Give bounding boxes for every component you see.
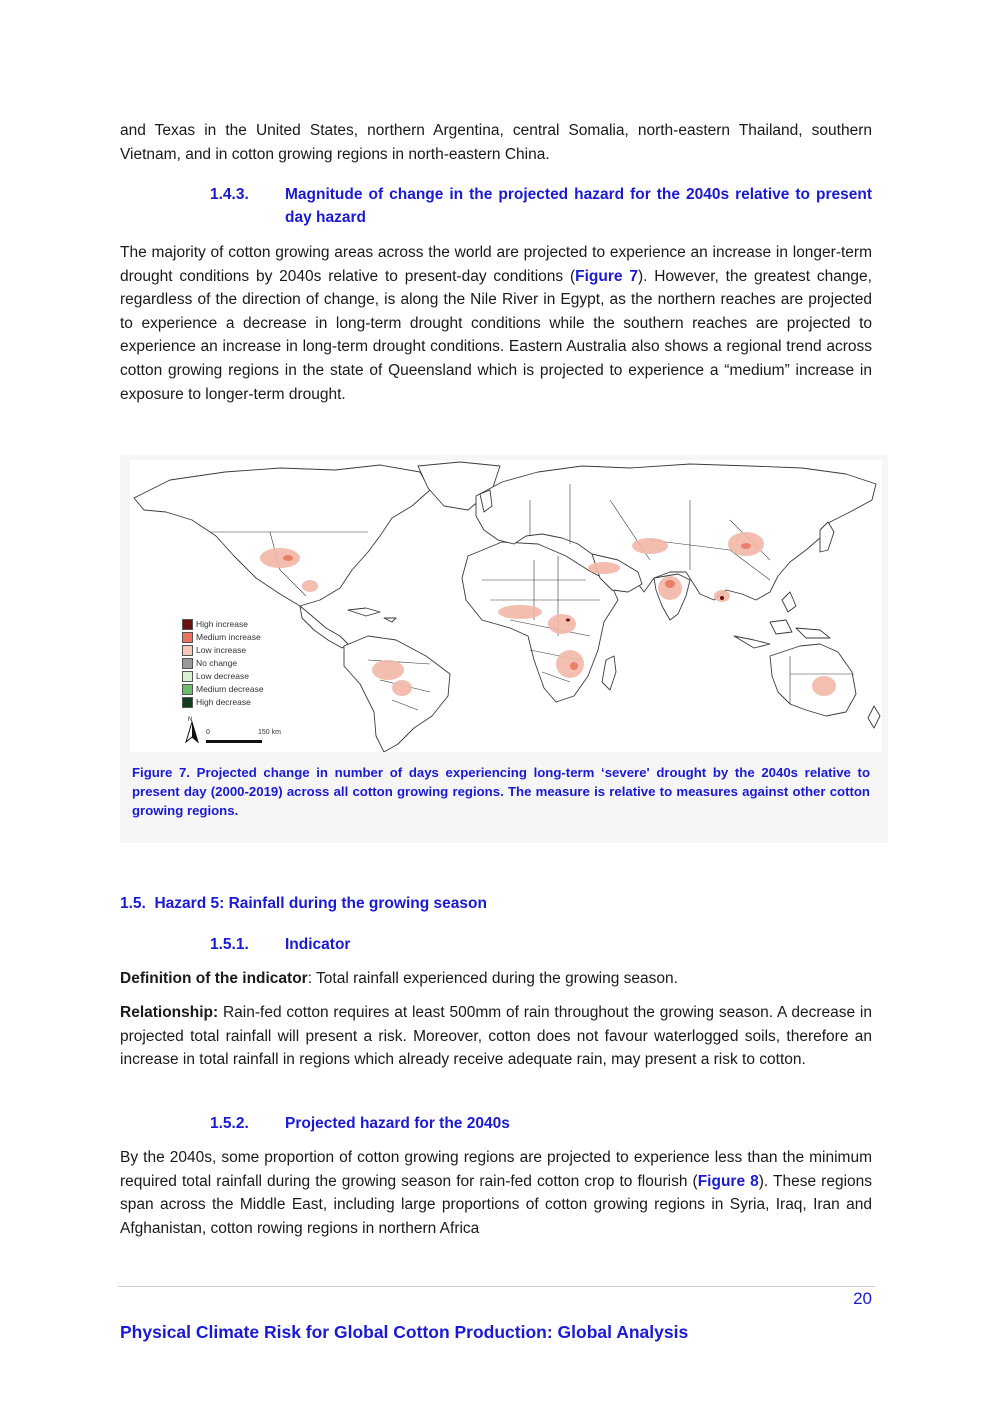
text-run: ). However, the greatest change, regardless of the direction of change, is along the Nile River in Egypt, as the northern reaches are projected to experience a decrease in long-term drought conditions while the southern reaches are projected to experience an increase in long-term drought conditions. Eastern Australia also shows a regional trend across cotton growing regions in the state of Queensland which is projected to experience a “medium” increase in exposure to longer-term drought. <box>120 267 872 403</box>
figure-7-caption: Figure 7. Projected change in number of days experiencing long-term ‘severe' drought by the 2040s relative to present day (2000-2019) across all cotton growing regions. The measure is relative to measures against other cotton growing regions. <box>132 765 870 818</box>
section-1-5-heading <box>120 892 487 915</box>
legend-item <box>182 618 264 631</box>
section-title: Projected hazard for the 2040s <box>285 1115 510 1132</box>
caribbean-shape <box>348 608 396 622</box>
world-map <box>130 460 882 752</box>
section-title: Magnitude of change in the projected hazard for the 2040s relative to present day hazard <box>285 186 872 226</box>
north-america-shape <box>134 465 430 606</box>
section-title: Hazard 5: Rainfall during the growing season <box>154 895 487 912</box>
legend-swatch <box>182 684 193 695</box>
section-1-5-2-paragraph <box>120 1146 872 1240</box>
relationship-label: Relationship: <box>120 1004 219 1021</box>
section-number: 1.4.3. <box>210 186 249 203</box>
text-run: : Total rainfall experienced during the growing season. <box>307 970 678 987</box>
section-number: 1.5.2. <box>210 1115 249 1132</box>
legend-label: High increase <box>196 619 248 629</box>
legend-item <box>182 696 264 709</box>
figure-8-link[interactable]: Figure 8 <box>697 1172 759 1190</box>
relationship-paragraph <box>120 1001 872 1072</box>
section-number: 1.5.1. <box>210 936 249 953</box>
figure-7 <box>120 455 888 843</box>
section-title: Indicator <box>285 936 351 953</box>
indonesia-shape <box>734 592 830 648</box>
legend-item <box>182 631 264 644</box>
text-run: ). These regions span across the Middle East, including large proportions of cotton growing regions in Syria, Iraq, Iran and Afghanistan, cotton rowing regions in northern Africa <box>120 1172 873 1237</box>
figure-7-link[interactable]: Figure 7 <box>575 267 638 285</box>
text-run: By the 2040s, some proportion of cotton growing regions are projected to experience less than the minimum required total rainfall during the growing season for rain-fed cotton crop to flourish ( <box>120 1149 872 1190</box>
scale-start-label: 0 <box>206 729 210 736</box>
legend-label: No change <box>196 658 238 668</box>
central-america-shape <box>300 606 348 648</box>
legend-item <box>182 644 264 657</box>
scale-and-north <box>180 716 290 748</box>
footer-divider <box>118 1286 875 1287</box>
scale-end-label: 150 km <box>258 729 281 736</box>
text-run: The majority of cotton growing areas across the world are projected to experience an increase in longer-term drought conditions by 2040s relative to present-day conditions ( <box>120 244 872 285</box>
legend-swatch <box>182 671 193 682</box>
legend-swatch <box>182 645 193 656</box>
section-1-5-2-heading <box>0 1112 992 1136</box>
legend-label: Low increase <box>196 645 247 655</box>
australia-shape <box>770 644 856 716</box>
legend-swatch <box>182 697 193 708</box>
legend-swatch <box>182 632 193 643</box>
madagascar-shape <box>602 656 616 690</box>
map-legend <box>182 618 264 709</box>
new-zealand-shape <box>868 706 880 728</box>
legend-label: Low decrease <box>196 671 249 681</box>
legend-swatch <box>182 658 193 669</box>
definition-paragraph <box>120 967 872 991</box>
section-1-5-1-heading <box>0 933 992 957</box>
legend-item <box>182 657 264 670</box>
legend-item <box>182 670 264 683</box>
scale-bar <box>206 740 262 743</box>
north-label: N <box>188 717 193 723</box>
footer-title: Physical Climate Risk for Global Cotton Production: Global Analysis <box>120 1322 689 1342</box>
section-1-4-3-paragraph <box>120 241 872 406</box>
legend-label: Medium increase <box>196 632 261 642</box>
definition-label: Definition of the indicator <box>120 970 308 987</box>
intro-paragraph: and Texas in the United States, northern Argentina, central Somalia, north-eastern Thailand, southern Vietnam, and in cotton growing regions in north-eastern China. <box>120 122 872 163</box>
section-number: 1.5. <box>120 895 146 912</box>
text-run: Rain-fed cotton requires at least 500mm of rain throughout the growing season. A decrease in projected total rainfall will present a risk. Moreover, cotton does not favour waterlogged soils, therefore an increase in total rainfall in regions which already receive adequate rain, may present a risk to cotton. <box>120 1004 872 1069</box>
legend-swatch <box>182 619 193 630</box>
legend-label: Medium decrease <box>196 684 264 694</box>
page-number: 20 <box>853 1289 872 1308</box>
legend-item <box>182 683 264 696</box>
section-1-4-3-heading <box>0 183 992 231</box>
legend-label: High decrease <box>196 697 251 707</box>
